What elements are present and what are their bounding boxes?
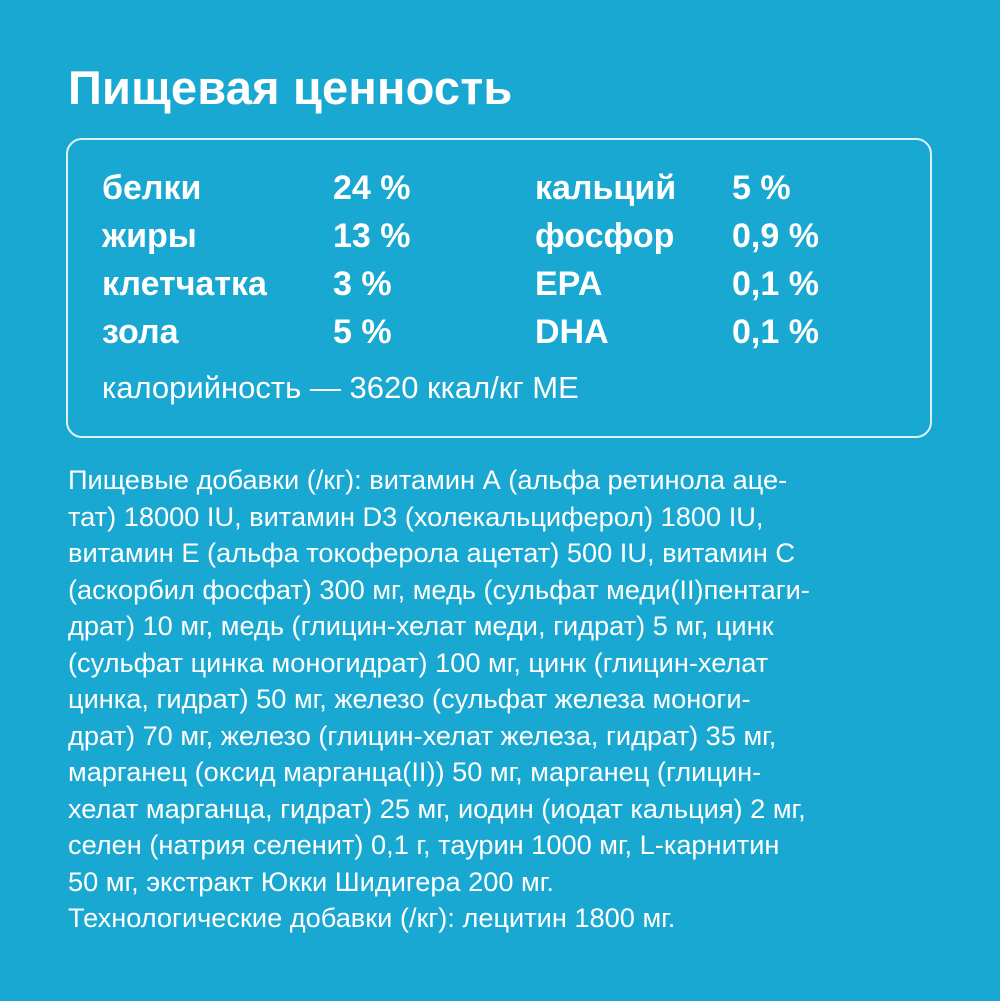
nutrient-label-dha: DHA bbox=[535, 313, 609, 351]
nutrient-value-phosphorus: 0,9 % bbox=[732, 217, 819, 255]
additives-line: тат) 18000 IU, витамин D3 (холекальциферол) 1800 IU, bbox=[68, 500, 764, 532]
nutrient-label-fat: жиры bbox=[102, 217, 197, 255]
nutrient-value-calcium: 5 % bbox=[732, 169, 791, 207]
additives-line: хелат марганца, гидрат) 25 мг, иодин (иодат кальция) 2 мг, bbox=[68, 792, 806, 824]
additives-line: цинка, гидрат) 50 мг, железо (сульфат железа моноги- bbox=[68, 683, 751, 714]
nutrient-label-protein: белки bbox=[102, 169, 202, 207]
nutrition-box bbox=[66, 138, 932, 438]
additives-line: 50 мг, экстракт Юкки Шидигера 200 мг. bbox=[68, 865, 554, 897]
additives-line: драт) 70 мг, железо (глицин-хелат железа, гидрат) 35 мг, bbox=[68, 719, 777, 751]
additives-line: марганец (оксид марганца(II)) 50 мг, марганец (глицин- bbox=[68, 756, 762, 787]
additives-text bbox=[68, 462, 948, 937]
nutrient-value-epa: 0,1 % bbox=[732, 265, 819, 303]
nutrient-value-dha: 0,1 % bbox=[732, 313, 819, 351]
nutrient-value-ash: 5 % bbox=[333, 313, 392, 351]
page-title: Пищевая ценность bbox=[68, 61, 513, 114]
calories-text: калорийность — 3620 ккал/кг ME bbox=[102, 370, 579, 405]
additives-line: витамин Е (альфа токоферола ацетат) 500 IU, витамин С bbox=[68, 537, 796, 568]
additives-line: (сульфат цинка моногидрат) 100 мг, цинк (глицин-хелат bbox=[68, 646, 769, 678]
nutrient-label-ash: зола bbox=[102, 313, 179, 351]
nutrient-label-calcium: кальций bbox=[535, 169, 677, 207]
nutrient-value-fiber: 3 % bbox=[333, 265, 392, 303]
nutrient-label-fiber: клетчатка bbox=[102, 265, 267, 303]
additives-line: драт) 10 мг, медь (глицин-хелат меди, гидрат) 5 мг, цинк bbox=[68, 610, 774, 641]
additives-line: селен (натрия селенит) 0,1 г, таурин 1000 мг, L-карнитин bbox=[68, 829, 780, 860]
nutrient-label-phosphorus: фосфор bbox=[535, 217, 675, 255]
additives-line: (аскорбил фосфат) 300 мг, медь (сульфат меди(II)пентаги- bbox=[68, 573, 810, 605]
technological-additives-line: Технологические добавки (/кг): лецитин 1800 мг. bbox=[68, 902, 676, 933]
nutrient-value-protein: 24 % bbox=[333, 169, 411, 207]
nutrient-value-fat: 13 % bbox=[333, 217, 411, 255]
additives-line: Пищевые добавки (/кг): витамин А (альфа ретинола аце- bbox=[68, 464, 788, 495]
nutrient-label-epa: EPA bbox=[535, 265, 603, 303]
